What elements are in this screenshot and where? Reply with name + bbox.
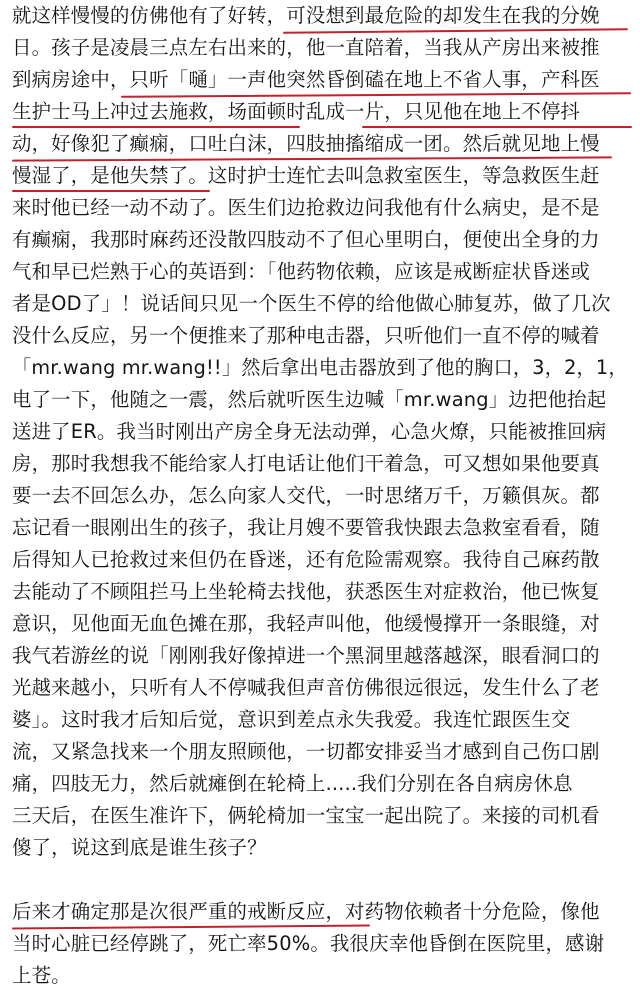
text-line: 来时他已经一动不动了。医生们边抢救边问我他有什么病史，是不是	[12, 196, 600, 219]
underline-mark	[12, 126, 300, 128]
text-line: 三天后，在医生准许下，俩轮椅加一宝宝一起出院了。来接的司机看	[12, 804, 600, 827]
text-line: 光越来越小，只听有人不停喊我但声音仿佛很远很远，发生什么了老	[12, 676, 600, 699]
text-line: 去能动了不顾阻拦马上坐轮椅去找他，获悉医生对症救治，他已恢复	[12, 580, 600, 603]
text-line: 电了一下，他随之一震，然后就听医生边喊「mr.wang」边把他抬起	[12, 388, 607, 411]
underline-mark	[362, 126, 632, 128]
text-line: 傻了，说这到底是谁生孩子？	[12, 836, 267, 859]
text-line: 流，又紧急找来一个朋友照顾他，一切都安排妥当才感到自己伤口剧	[12, 740, 600, 763]
text-line: 到病房途中，只听「嗵」一声他突然昏倒磕在地上不省人事，产科医	[12, 68, 600, 91]
text-line: 没什么反应，另一个便推来了那种电击器，只听他们一直不停的喊着	[12, 324, 600, 347]
text-line: 要一去不回怎么办，怎么向家人交代，一时思绪万千，万籁俱灰。都	[12, 484, 600, 507]
text-line: 者是OD了」！说话间只见一个医生不停的给他做心肺复苏，做了几次	[12, 292, 611, 315]
text-line: 上苍。	[12, 964, 71, 987]
text-line: 意识，见他面无血色摊在那，我轻声叫他，他缓慢撑开一条眼缝，对	[12, 612, 600, 635]
text-line: 后来才确定那是次很严重的戒断反应，对药物依赖者十分危险，像他	[12, 900, 600, 923]
text-line: 生护士马上冲过去施救，场面顿时乱成一片，只见他在地上不停抖	[12, 100, 581, 123]
text-line: 我气若游丝的说「刚刚我好像掉进一个黑洞里越落越深，眼看洞口的	[12, 644, 600, 667]
underline-mark	[12, 190, 210, 192]
text-line: 就这样慢慢的仿佛他有了好转，可没想到最危险的却发生在我的分娩	[12, 4, 600, 27]
text-line: 当时心脏已经停跳了，死亡率50%。我很庆幸他昏倒在医院里，感谢	[12, 932, 605, 955]
text-line: 忘记看一眼刚出生的孩子，我让月嫂不要管我快跟去急救室看看，随	[12, 516, 600, 539]
text-line: 婆」。这时我才后知后觉，意识到差点永失我爱。我连忙跟医生交	[12, 708, 571, 731]
text-line: 后得知人已抢救过来但仍在昏迷，还有危险需观察。我待自己麻药散	[12, 548, 600, 571]
text-line: 有癫痫，我那时麻药还没散四肢动不了但心里明白，便使出全身的力	[12, 228, 600, 251]
text-line: 「mr.wang mr.wang!!」然后拿出电击器放到了他的胸口，3，2，1，	[12, 356, 628, 379]
text-line: 气和早已烂熟于心的英语到：「他药物依赖，应该是戒断症状昏迷或	[12, 260, 591, 283]
text-line: 慢湿了，是他失禁了。这时护士连忙去叫急救室医生，等急救医生赶	[12, 164, 600, 187]
text-line: 送进了ER。我当时刚出产房全身无法动弹，心急火燎，只能被推回病	[12, 420, 607, 443]
text-line: 日。孩子是凌晨三点左右出来的，他一直陪着，当我从产房出来被推	[12, 36, 600, 59]
text-line: 动，好像犯了癫痫，口吐白沫，四肢抽搐缩成一团。然后就见地上慢	[12, 132, 600, 155]
text-line: 痛，四肢无力，然后就瘫倒在轮椅上.....我们分别在各自病房休息	[12, 772, 573, 795]
text-line: 房，那时我想我不能给家人打电话让他们干着急，可又想如果他要真	[12, 452, 600, 475]
